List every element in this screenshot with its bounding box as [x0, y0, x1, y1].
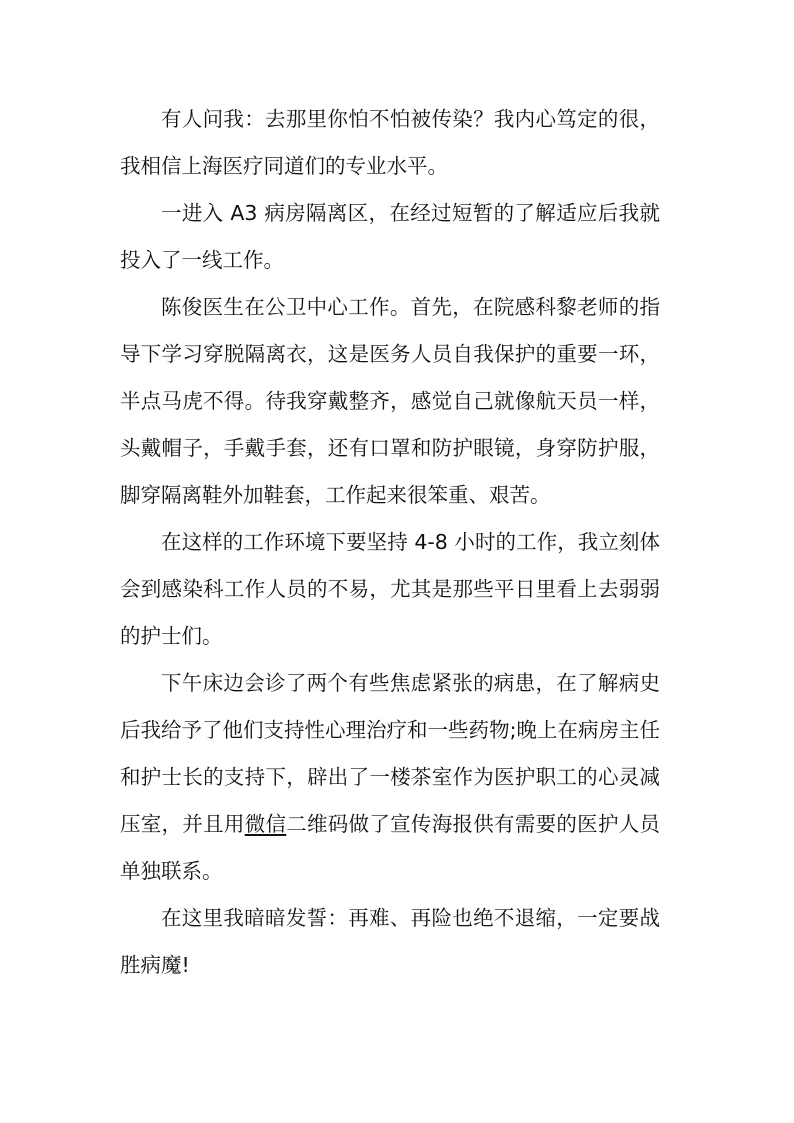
document-body [120, 96, 660, 989]
paragraph-4-text: 在这样的工作环境下要坚持 4-8 小时的工作，我立刻体会到感染科工作人员的不易，尤其是那些平日里看上去弱弱的护士们。 [120, 530, 660, 648]
paragraph-3-text: 陈俊医生在公卫中心工作。首先，在院感科黎老师的指导下学习穿脱隔离衣，这是医务人员自我保护的重要一环，半点马虎不得。待我穿戴整齐，感觉自己就像航天员一样，头戴帽子，手戴手套，还有口罩和防护眼镜，身穿防护服，脚穿隔离鞋外加鞋套，工作起来很笨重、艰苦。 [120, 295, 660, 507]
paragraph-2 [120, 190, 660, 284]
paragraph-5-text-after: 二维码做了宣传海报供有需要的医护人员单独联系。 [120, 812, 661, 883]
paragraph-1 [120, 96, 660, 190]
paragraph-5-text-before: 下午床边会诊了两个有些焦虑紧张的病患，在了解病史后我给予了他们支持性心理治疗和一些药物;晚上在病房主任和护士长的支持下，辟出了一楼茶室作为医护职工的心灵减压室，并且用 [120, 671, 660, 836]
paragraph-4 [120, 519, 660, 660]
paragraph-3 [120, 284, 660, 519]
paragraph-6-text: 在这里我暗暗发誓：再难、再险也绝不退缩，一定要战胜病魔! [120, 906, 660, 977]
paragraph-5 [120, 660, 660, 895]
wechat-link[interactable]: 微信 [244, 812, 287, 836]
paragraph-1-text: 有人问我：去那里你怕不怕被传染？我内心笃定的很，我相信上海医疗同道们的专业水平。 [120, 107, 660, 178]
paragraph-2-text: 一进入 A3 病房隔离区，在经过短暂的了解适应后我就投入了一线工作。 [120, 201, 660, 272]
paragraph-6 [120, 895, 660, 989]
